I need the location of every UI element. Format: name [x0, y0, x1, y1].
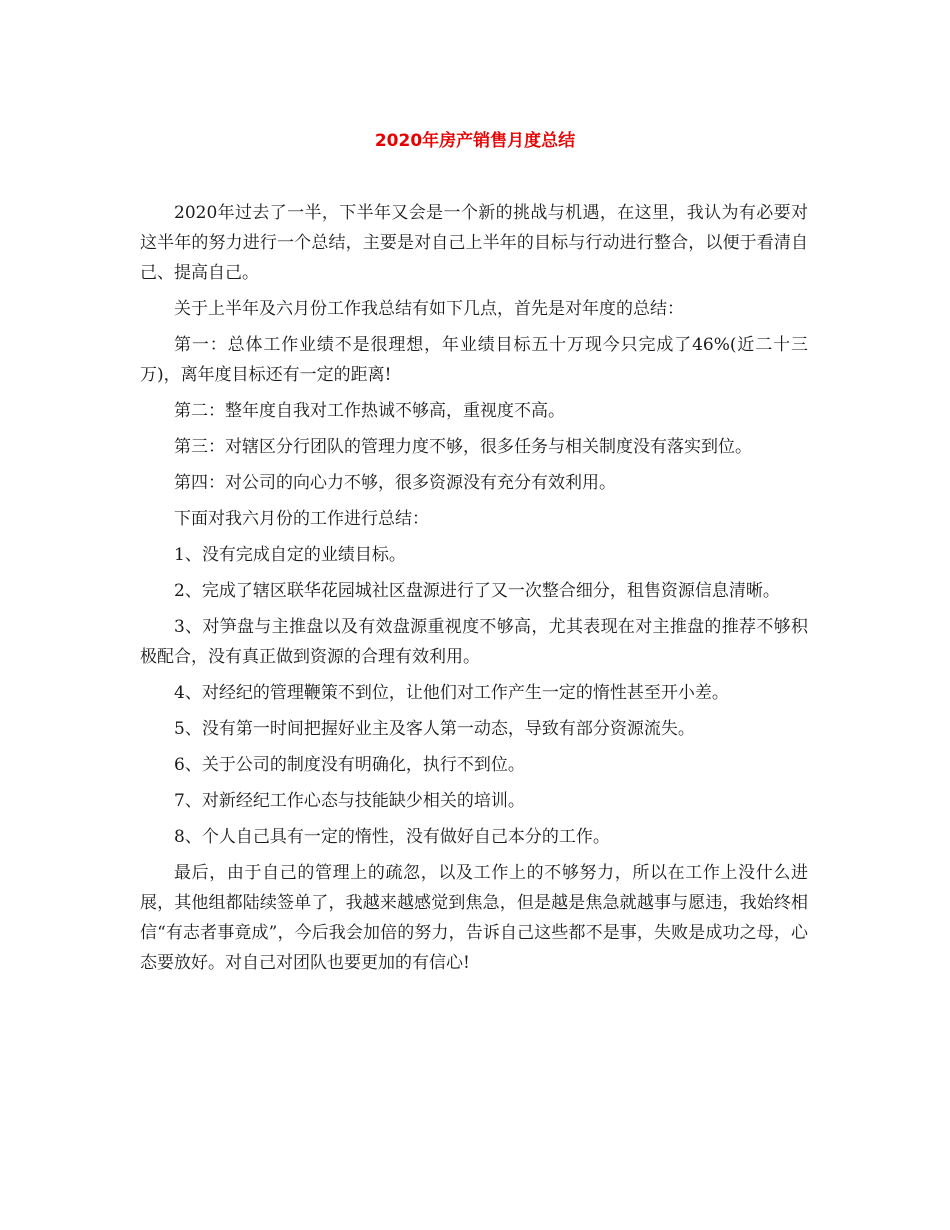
list-item-6: 6、关于公司的制度没有明确化，执行不到位。	[174, 755, 525, 775]
paragraph-conclusion: 最后，由于自己的管理上的疏忽，以及工作上的不够努力，所以在工作上没什么进展，其他组都陆续签单了，我越来越感觉到焦急，但是越是焦急就越事与愿违，我始终相信“有志者事竟成”，今后我会加倍的努力，告诉自己这些都不是事，失败是成功之母，心态要放好。对自己对团队也要更加的有信心!	[140, 863, 808, 973]
paragraph-point-2: 第二：整年度自我对工作热诚不够高，重视度不高。	[174, 401, 565, 421]
list-item-3: 3、对笋盘与主推盘以及有效盘源重视度不够高，尤其表现在对主推盘的推荐不够积极配合，没有真正做到资源的合理有效利用。	[140, 617, 808, 667]
paragraph-summary-lead: 关于上半年及六月份工作我总结有如下几点，首先是对年度的总结：	[174, 299, 684, 319]
paragraph-intro: 2020年过去了一半，下半年又会是一个新的挑战与机遇，在这里，我认为有必要对这半年的努力进行一个总结，主要是对自己上半年的目标与行动进行整合，以便于看清自己、提高自己。	[140, 203, 808, 283]
list-item-8: 8、个人自己具有一定的惰性，没有做好自己本分的工作。	[174, 827, 610, 847]
list-item-7: 7、对新经纪工作心态与技能缺少相关的培训。	[174, 791, 525, 811]
document-title: 2020年房产销售月度总结	[374, 131, 576, 151]
paragraph-point-3: 第三：对辖区分行团队的管理力度不够，很多任务与相关制度没有落实到位。	[174, 437, 752, 457]
list-item-1: 1、没有完成自定的业绩目标。	[174, 545, 406, 565]
paragraph-june-lead: 下面对我六月份的工作进行总结：	[174, 509, 429, 529]
paragraph-point-1: 第一：总体工作业绩不是很理想，年业绩目标五十万现今只完成了46%(近二十三万)，离年度目标还有一定的距离!	[140, 335, 808, 385]
document-body	[140, 198, 808, 984]
paragraph-point-4: 第四：对公司的向心力不够，很多资源没有充分有效利用。	[174, 473, 616, 493]
list-item-2: 2、完成了辖区联华花园城社区盘源进行了又一次整合细分，租售资源信息清晰。	[174, 581, 780, 601]
list-item-5: 5、没有第一时间把握好业主及客人第一动态，导致有部分资源流失。	[174, 719, 695, 739]
list-item-4: 4、对经纪的管理鞭策不到位，让他们对工作产生一定的惰性甚至开小差。	[174, 683, 729, 703]
